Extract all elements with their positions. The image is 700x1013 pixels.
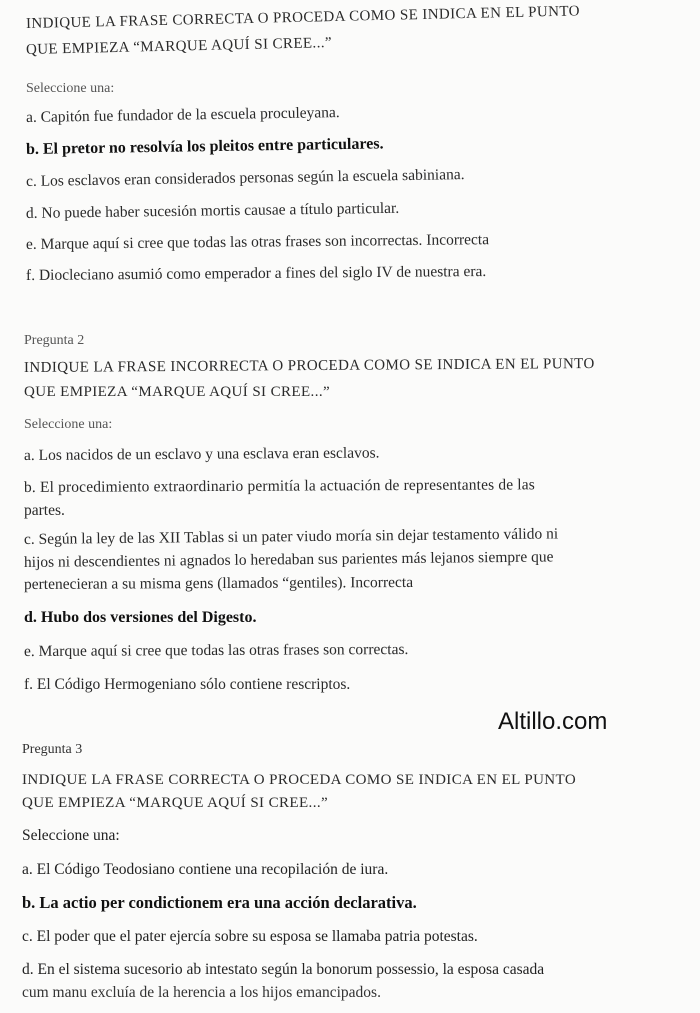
q2-option-c-line-3: pertenecieran a su misma gens (llamados “gentiles). Incorrecta bbox=[23, 573, 414, 593]
q1-option-d: d. No puede haber sucesión mortis causae a título particular. bbox=[25, 199, 400, 222]
q3-option-d-line-1: d. En el sistema sucesorio ab intestato según la bonorum possessio, la esposa casada bbox=[22, 961, 545, 978]
q1-option-b-selected: b. El pretor no resolvía los pleitos entre particulares. bbox=[25, 135, 384, 158]
q3-select-label: Seleccione una: bbox=[22, 827, 120, 844]
q1-statement-line-2: QUE EMPIEZA “MARQUE AQUÍ SI CREE...” bbox=[25, 35, 333, 58]
q2-option-a: a. Los nacidos de un esclavo y una esclava eran esclavos. bbox=[23, 444, 380, 464]
q2-heading: Pregunta 2 bbox=[24, 333, 85, 348]
q1-select-label: Seleccione una: bbox=[26, 81, 115, 96]
q2-select-label: Seleccione una: bbox=[24, 417, 113, 432]
q2-option-c-line-2: hijos ni descendientes ni agnados lo heredaban sus parientes más lejanos siempre que bbox=[23, 548, 554, 571]
q3-statement-line-1: INDIQUE LA FRASE CORRECTA O PROCEDA COMO SE INDICA EN EL PUNTO bbox=[22, 772, 577, 788]
q3-option-d-line-2: cum manu excluía de la herencia a los hijos emancipados. bbox=[22, 984, 381, 1001]
q1-option-c: c. Los esclavos eran considerados personas según la escuela sabiniana. bbox=[25, 166, 465, 190]
q2-option-e: e. Marque aquí si cree que todas las otras frases son correctas. bbox=[23, 640, 409, 660]
q2-option-f: f. El Código Hermogeniano sólo contiene rescriptos. bbox=[24, 676, 351, 693]
q1-option-a: a. Capitón fue fundador de la escuela proculeyana. bbox=[25, 104, 340, 126]
q3-heading: Pregunta 3 bbox=[22, 742, 83, 757]
q2-statement-line-2: QUE EMPIEZA “MARQUE AQUÍ SI CREE...” bbox=[24, 384, 331, 400]
q3-statement-line-2: QUE EMPIEZA “MARQUE AQUÍ SI CREE...” bbox=[22, 795, 329, 811]
q2-option-b-line-2: partes. bbox=[24, 502, 65, 519]
q1-statement-line-1: INDIQUE LA FRASE CORRECTA O PROCEDA COMO SE INDICA EN EL PUNTO bbox=[25, 3, 581, 32]
q2-option-c-line-1: c. Según la ley de las XII Tablas si un pater viudo moría sin dejar testamento válido ni bbox=[23, 525, 559, 548]
q3-option-a: a. El Código Teodosiano contiene una recopilación de iura. bbox=[22, 861, 389, 878]
q1-option-f: f. Diocleciano asumió como emperador a fines del siglo IV de nuestra era. bbox=[25, 262, 487, 284]
altillo-watermark: Altillo.com bbox=[498, 708, 608, 735]
q2-option-d-selected: d. Hubo dos versiones del Digesto. bbox=[24, 609, 257, 626]
q2-statement-line-1: INDIQUE LA FRASE INCORRECTA O PROCEDA COMO SE INDICA EN EL PUNTO bbox=[23, 356, 595, 376]
q3-option-c: c. El poder que el pater ejercía sobre su esposa se llamaba patria potestas. bbox=[22, 928, 478, 945]
q1-option-e: e. Marque aquí si cree que todas las otras frases son incorrectas. Incorrecta bbox=[25, 231, 490, 253]
q3-option-b-selected: b. La actio per condictionem era una acción declarativa. bbox=[22, 893, 417, 912]
q2-option-b-line-1: b. El procedimiento extraordinario permitía la actuación de representantes de las bbox=[23, 476, 536, 496]
